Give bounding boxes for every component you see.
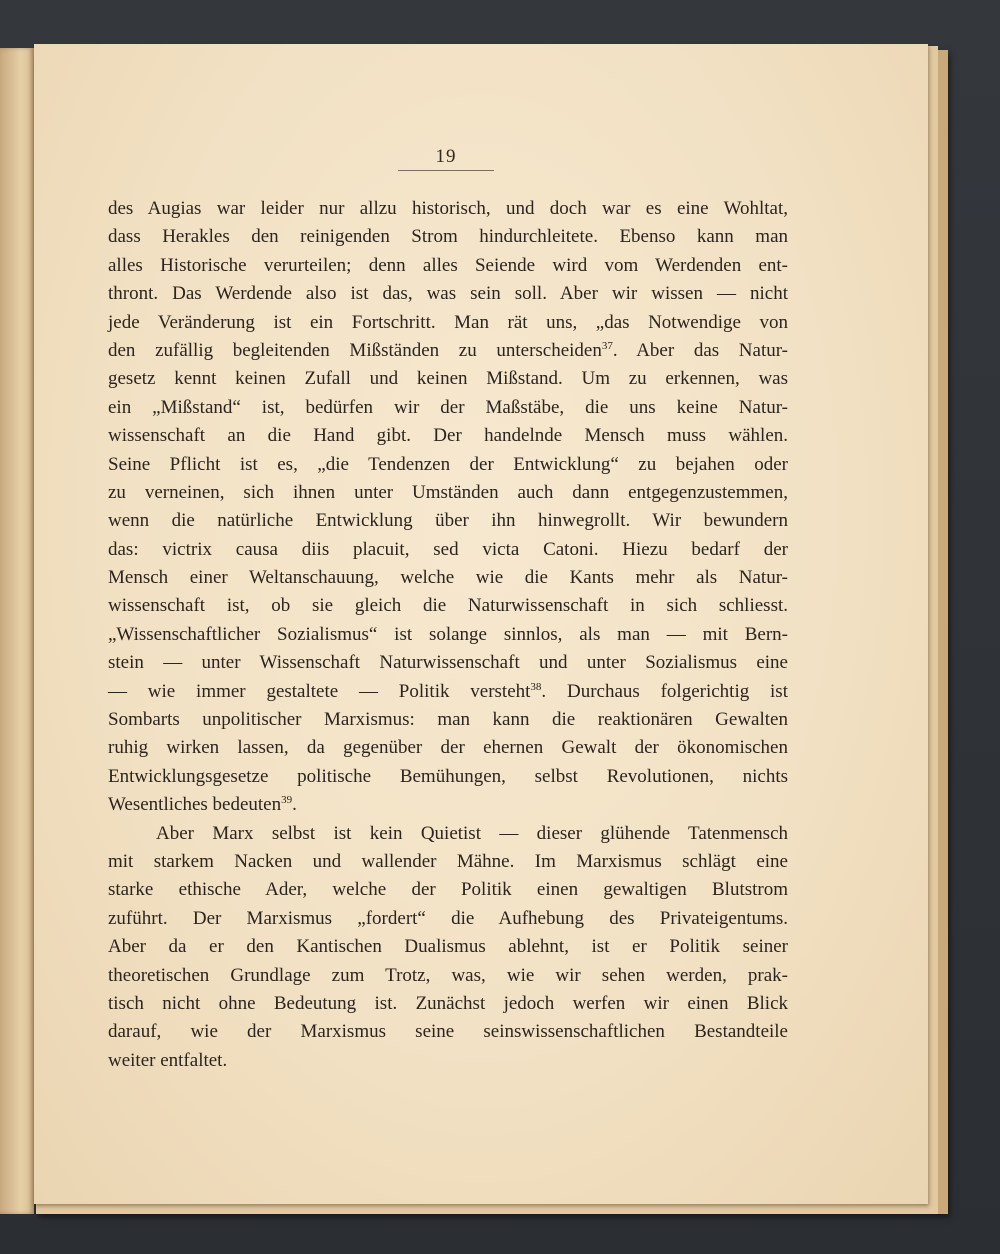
text-line: thront. Das Werdende also ist das, was sein soll. Aber wir wissen — nicht bbox=[108, 283, 788, 305]
paragraph-2 bbox=[108, 820, 788, 1076]
text-line: wissenschaft an die Hand gibt. Der handelnde Mensch muss wählen. bbox=[108, 425, 788, 447]
text-line: zu verneinen, sich ihnen unter Umständen auch dann entgegenzustemmen, bbox=[108, 481, 788, 503]
text-line: mit starkem Nacken und wallender Mähne. Im Marxismus schlägt eine bbox=[108, 850, 788, 872]
paragraph-1 bbox=[108, 195, 788, 820]
text-segment: den zufällig begleitenden Mißständen zu unterscheiden bbox=[108, 339, 602, 361]
left-page-edge bbox=[0, 48, 34, 1214]
text-line bbox=[108, 678, 788, 706]
text-line: Aber da er den Kantischen Dualismus ablehnt, ist er Politik seiner bbox=[108, 936, 788, 958]
page-number: 19 bbox=[435, 146, 457, 167]
text-line: Mensch einer Weltanschauung, welche wie die Kants mehr als Natur- bbox=[108, 567, 788, 589]
text-segment: Wesentliches bedeuten bbox=[108, 794, 282, 816]
text-line: das: victrix causa diis placuit, sed victa Catoni. Hiezu bedarf der bbox=[108, 538, 788, 560]
text-segment: . Aber das Natur- bbox=[612, 339, 788, 361]
text-line: ein „Mißstand“ ist, bedürfen wir der Maßstäbe, die uns keine Natur- bbox=[108, 396, 788, 418]
text-line: Sombarts unpolitischer Marxismus: man kann die reaktionären Gewalten bbox=[108, 709, 788, 731]
text-line: Entwicklungsgesetze politische Bemühungen, selbst Revolutionen, nichts bbox=[108, 765, 788, 787]
text-segment: — wie immer gestaltete — Politik versteht bbox=[108, 680, 531, 702]
text-line: wenn die natürliche Entwicklung über ihn hinwegrollt. Wir bewundern bbox=[108, 510, 788, 532]
text-line bbox=[108, 791, 788, 819]
text-line: darauf, wie der Marxismus seine seinswissenschaftlichen Bestandteile bbox=[108, 1021, 788, 1043]
text-line: Seine Pflicht ist es, „die Tendenzen der Entwicklung“ zu bejahen oder bbox=[108, 453, 788, 475]
text-line: ruhig wirken lassen, da gegenüber der ehernen Gewalt der ökonomischen bbox=[108, 737, 788, 759]
text-line: stein — unter Wissenschaft Naturwissenschaft und unter Sozialismus eine bbox=[108, 652, 788, 674]
text-line: Aber Marx selbst ist kein Quietist — dieser glühende Tatenmensch bbox=[156, 822, 788, 844]
text-line: starke ethische Ader, welche der Politik einen gewaltigen Blutstrom bbox=[108, 879, 788, 901]
body-text bbox=[108, 195, 788, 1075]
text-line: tisch nicht ohne Bedeutung ist. Zunächst jedoch werfen wir einen Blick bbox=[108, 992, 788, 1014]
text-segment: . bbox=[292, 794, 297, 816]
text-line: wissenschaft ist, ob sie gleich die Naturwissenschaft in sich schliesst. bbox=[108, 595, 788, 617]
page-number-rule bbox=[398, 170, 494, 171]
footnote-ref: 38 bbox=[530, 680, 542, 693]
text-line: des Augias war leider nur allzu historisch, und doch war es eine Wohltat, bbox=[108, 198, 788, 219]
text-line bbox=[108, 337, 788, 365]
text-line: weiter entfaltet. bbox=[108, 1049, 228, 1071]
footnote-ref: 39 bbox=[281, 794, 293, 807]
text-line: „Wissenschaftlicher Sozialismus“ ist solange sinnlos, als man — mit Bern- bbox=[108, 623, 788, 645]
footnote-ref: 37 bbox=[601, 339, 613, 352]
text-line: theoretischen Grundlage zum Trotz, was, wie wir sehen werden, prak- bbox=[108, 964, 788, 986]
text-line: jede Veränderung ist ein Fortschritt. Man rät uns, „das Notwendige von bbox=[108, 311, 788, 333]
text-line: dass Herakles den reinigenden Strom hindurchleitete. Ebenso kann man bbox=[108, 226, 788, 248]
text-line: zuführt. Der Marxismus „fordert“ die Aufhebung des Privateigentums. bbox=[108, 907, 788, 929]
text-segment: . Durchaus folgerichtig ist bbox=[541, 680, 788, 702]
text-line: alles Historische verurteilen; denn alles Seiende wird vom Werdenden ent- bbox=[108, 254, 788, 276]
text-line: gesetz kennt keinen Zufall und keinen Mißstand. Um zu erkennen, was bbox=[108, 368, 788, 390]
